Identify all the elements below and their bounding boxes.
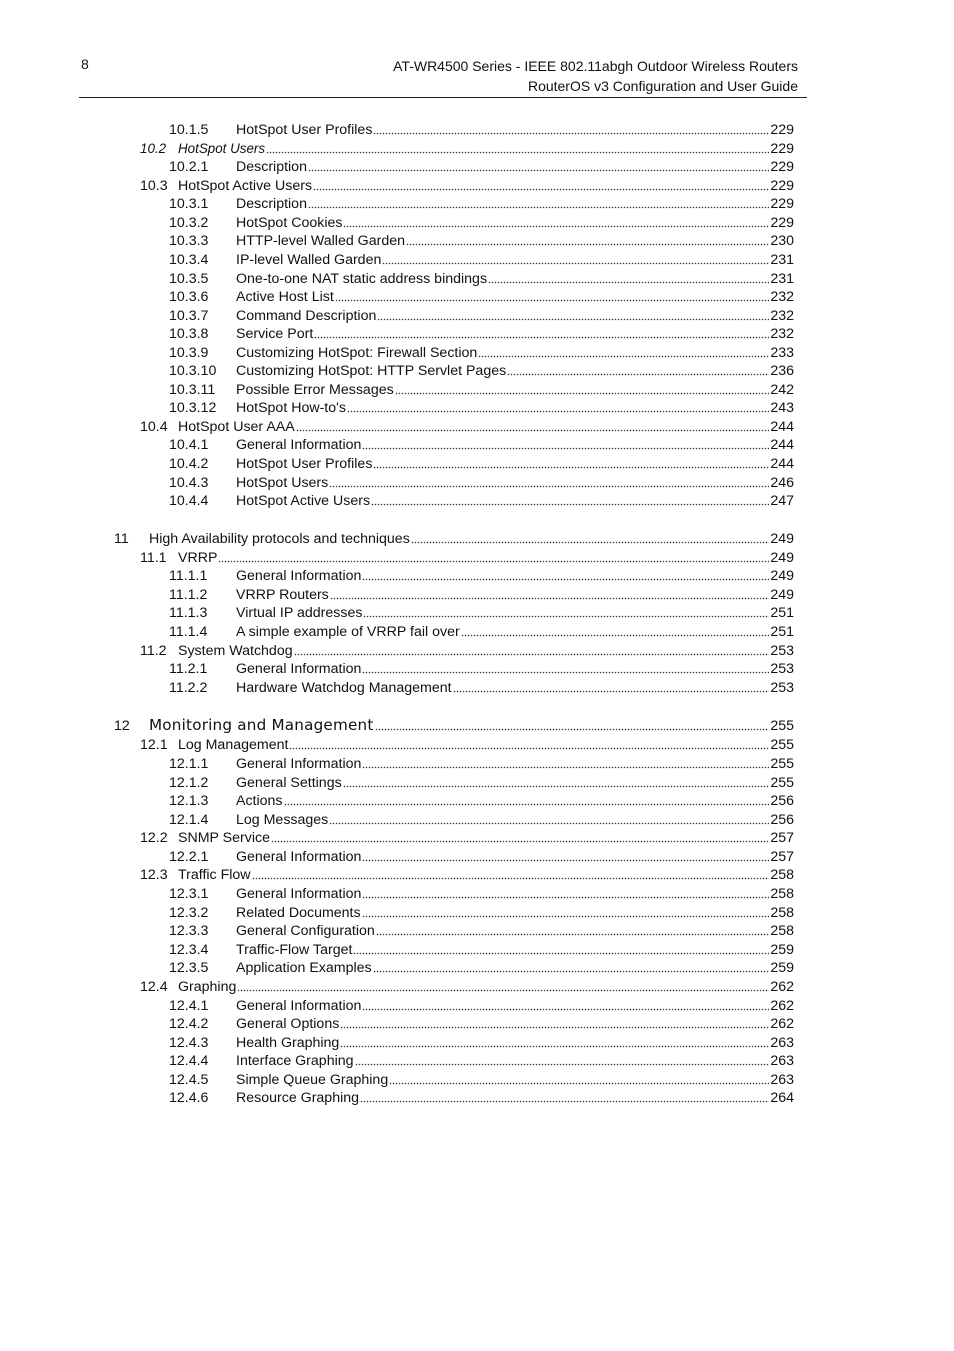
- toc-entry-number: 11.1.3: [169, 605, 208, 621]
- toc-entry-title: IP-level Walled Garden: [236, 252, 382, 268]
- toc-entry-title: General Information: [236, 849, 362, 865]
- toc-entry-title: HotSpot Active Users: [178, 178, 313, 194]
- toc-entry[interactable]: [140, 418, 794, 436]
- toc-entry-number: 10.3.3: [169, 233, 209, 249]
- dot-leader: [362, 850, 769, 862]
- toc-entry[interactable]: [169, 399, 794, 417]
- toc-entry-page: 255: [770, 737, 794, 753]
- toc-entry[interactable]: [169, 997, 794, 1015]
- toc-entry[interactable]: [169, 121, 794, 139]
- toc-entry[interactable]: [169, 567, 794, 585]
- toc-entry-number: 10.2.1: [169, 159, 209, 175]
- toc-entry-number: 11.1: [140, 550, 167, 566]
- toc-entry[interactable]: [169, 885, 794, 903]
- toc-entry-title: Resource Graphing: [236, 1090, 360, 1106]
- toc-entry-title: HotSpot User Profiles: [236, 122, 373, 138]
- toc-entry-page: 263: [770, 1072, 794, 1088]
- toc-entry-number: 12.4.4: [169, 1053, 209, 1069]
- dot-leader: [237, 980, 769, 992]
- toc-entry[interactable]: [114, 530, 794, 548]
- toc-entry-number: 10.4.1: [169, 437, 209, 453]
- toc-entry-page: 262: [770, 1016, 794, 1032]
- toc-entry-title: Traffic Flow: [178, 867, 251, 883]
- toc-entry[interactable]: [169, 251, 794, 269]
- toc-entry-number: 10.3.6: [169, 289, 209, 305]
- dot-leader: [375, 719, 770, 731]
- toc-entry-page: 246: [770, 475, 794, 491]
- dot-leader: [373, 123, 769, 135]
- dot-leader: [353, 943, 769, 955]
- toc-entry-page: 251: [770, 624, 794, 640]
- toc-entry-title: Description: [236, 196, 307, 212]
- toc-entry[interactable]: [169, 381, 794, 399]
- toc-entry-number: 10.4.4: [169, 493, 209, 509]
- dot-leader: [488, 272, 769, 284]
- toc-entry-page: 232: [770, 289, 794, 305]
- toc-entry-title: HotSpot Active Users: [236, 493, 371, 509]
- toc-entry[interactable]: [169, 774, 794, 792]
- toc-entry-number: 12.4.1: [169, 998, 209, 1014]
- toc-entry[interactable]: [169, 436, 794, 454]
- toc-entry-page: 249: [770, 587, 794, 603]
- dot-leader: [284, 794, 770, 806]
- toc-entry[interactable]: [169, 792, 794, 810]
- dot-leader: [343, 776, 770, 788]
- toc-entry-page: 262: [770, 979, 794, 995]
- toc-entry-number: 12: [114, 718, 130, 734]
- toc-entry-number: 12.1.4: [169, 812, 209, 828]
- toc-entry-title: One-to-one NAT static address bindings: [236, 271, 488, 287]
- dot-leader: [373, 457, 769, 469]
- toc-entry-page: 258: [770, 923, 794, 939]
- toc-entry-page: 231: [770, 252, 794, 268]
- dot-leader: [252, 868, 770, 880]
- toc-entry[interactable]: [169, 922, 794, 940]
- toc-entry-title: Related Documents: [236, 905, 361, 921]
- toc-entry-title: General Configuration: [236, 923, 375, 939]
- toc-entry-title: Active Host List: [236, 289, 334, 305]
- toc-entry-title: Health Graphing: [236, 1035, 340, 1051]
- dot-leader: [343, 216, 769, 228]
- toc-entry[interactable]: [169, 270, 794, 288]
- toc-entry-page: 256: [770, 812, 794, 828]
- toc-entry-page: 229: [770, 159, 794, 175]
- toc-entry-page: 255: [770, 718, 794, 734]
- dot-leader: [308, 160, 769, 172]
- toc-entry-title: Hardware Watchdog Management: [236, 680, 452, 696]
- dot-leader: [340, 1036, 769, 1048]
- toc-entry-title: Service Port: [236, 326, 314, 342]
- toc-entry-title: VRRP Routers: [236, 587, 329, 603]
- toc-entry-page: 232: [770, 308, 794, 324]
- dot-leader: [411, 532, 770, 544]
- dot-leader: [453, 681, 770, 693]
- toc-entry-page: 253: [770, 680, 794, 696]
- toc-entry-page: 251: [770, 605, 794, 621]
- toc-entry-number: 12.1.1: [169, 756, 209, 772]
- toc-entry-title: Graphing: [178, 979, 237, 995]
- dot-leader: [271, 831, 769, 843]
- toc-entry-number: 10.3.5: [169, 271, 209, 287]
- toc-entry-page: 249: [770, 531, 794, 547]
- dot-leader: [347, 401, 769, 413]
- dot-leader: [478, 346, 769, 358]
- toc-entry-title: HotSpot Users: [178, 141, 266, 156]
- toc-entry-title: HotSpot Cookies: [236, 215, 343, 231]
- toc-entry[interactable]: [169, 195, 794, 213]
- toc-entry[interactable]: [140, 866, 794, 884]
- toc-entry-number: 10.3: [140, 178, 168, 194]
- toc-entry-number: 12.4.2: [169, 1016, 209, 1032]
- toc-entry-page: 258: [770, 886, 794, 902]
- toc-entry-title: HotSpot User Profiles: [236, 456, 373, 472]
- toc-entry[interactable]: [140, 177, 794, 195]
- toc-entry[interactable]: [140, 978, 794, 996]
- toc-entry-title: General Information: [236, 886, 362, 902]
- toc-entry-number: 12.3.4: [169, 942, 209, 958]
- toc-entry-page: 255: [770, 756, 794, 772]
- toc-entry-number: 12.4.5: [169, 1072, 209, 1088]
- toc-entry[interactable]: [169, 1015, 794, 1033]
- toc-entry-number: 10.3.11: [169, 382, 216, 398]
- toc-entry[interactable]: [169, 1071, 794, 1089]
- toc-entry-title: Simple Queue Graphing: [236, 1072, 389, 1088]
- toc-entry-title: HotSpot How-to's: [236, 400, 346, 416]
- toc-entry[interactable]: [169, 623, 794, 641]
- toc-entry-page: 229: [770, 141, 794, 157]
- toc-entry-page: 258: [770, 905, 794, 921]
- toc-entry-page: 231: [770, 271, 794, 287]
- toc-entry-title: General Options: [236, 1016, 340, 1032]
- toc-entry-page: 259: [770, 960, 794, 976]
- toc-entry-number: 12.3: [140, 867, 168, 883]
- toc-entry-page: 249: [770, 550, 794, 566]
- toc-entry-number: 12.3.3: [169, 923, 209, 939]
- toc-entry[interactable]: [169, 941, 794, 959]
- toc-entry-title: HTTP-level Walled Garden: [236, 233, 405, 249]
- toc-entry[interactable]: [169, 811, 794, 829]
- dot-leader: [461, 625, 770, 637]
- toc-entry[interactable]: [169, 344, 794, 362]
- toc-entry-title: Log Messages: [236, 812, 329, 828]
- toc-entry-page: 244: [770, 456, 794, 472]
- toc-entry-page: 253: [770, 643, 794, 659]
- toc-entry-number: 11.1.1: [169, 568, 208, 584]
- dot-leader: [389, 1073, 769, 1085]
- toc-entry-number: 11.1.2: [169, 587, 208, 603]
- toc-entry-number: 12.3.1: [169, 886, 209, 902]
- dot-leader: [340, 1017, 769, 1029]
- toc-entry[interactable]: [169, 755, 794, 773]
- toc-entry-page: 236: [770, 363, 794, 379]
- toc-entry-number: 11.2: [140, 643, 167, 659]
- toc-entry-title: General Information: [236, 437, 362, 453]
- toc-entry-number: 10.3.1: [169, 196, 209, 212]
- dot-leader: [363, 606, 769, 618]
- dot-leader: [395, 383, 770, 395]
- toc-entry[interactable]: [140, 140, 794, 158]
- toc-entry[interactable]: [169, 288, 794, 306]
- toc-entry-title: Customizing HotSpot: Firewall Section: [236, 345, 478, 361]
- toc-entry-number: 10.3.9: [169, 345, 209, 361]
- toc-entry-page: 256: [770, 793, 794, 809]
- toc-entry-number: 10.3.8: [169, 326, 209, 342]
- toc-entry[interactable]: [169, 679, 794, 697]
- toc-entry-title: VRRP: [178, 550, 218, 566]
- toc-entry-title: HotSpot User AAA: [178, 419, 295, 435]
- toc-entry[interactable]: [169, 1034, 794, 1052]
- dot-leader: [382, 253, 769, 265]
- toc-entry-number: 10.1.5: [169, 122, 209, 138]
- toc-entry-number: 12.2: [140, 830, 168, 846]
- toc-entry-number: 10.3.4: [169, 252, 209, 268]
- toc-entry-number: 11.2.1: [169, 661, 208, 677]
- dot-leader: [308, 197, 769, 209]
- dot-leader: [373, 961, 770, 973]
- toc-entry-number: 12.2.1: [169, 849, 209, 865]
- toc-entry-page: 255: [770, 775, 794, 791]
- toc-entry[interactable]: [169, 1089, 794, 1107]
- toc-entry[interactable]: [169, 660, 794, 678]
- toc-entry-title: HotSpot Users: [236, 475, 329, 491]
- dot-leader: [329, 813, 769, 825]
- toc-entry-number: 10.4.2: [169, 456, 209, 472]
- toc-entry-page: 242: [770, 382, 794, 398]
- toc-entry-number: 11.2.2: [169, 680, 208, 696]
- toc-entry-page: 263: [770, 1035, 794, 1051]
- toc-entry-page: 259: [770, 942, 794, 958]
- toc-entry[interactable]: [169, 455, 794, 473]
- toc-entry-title: General Information: [236, 568, 362, 584]
- toc-entry-title: High Availability protocols and techniques: [149, 531, 410, 547]
- toc-entry[interactable]: [140, 642, 794, 660]
- page-number: 8: [81, 56, 89, 72]
- toc-entry-number: 10.3.2: [169, 215, 209, 231]
- toc-entry[interactable]: [114, 716, 794, 735]
- toc-entry-number: 12.1.3: [169, 793, 209, 809]
- toc-entry-title: Actions: [236, 793, 283, 809]
- toc-entry-title: A simple example of VRRP fail over: [236, 624, 460, 640]
- dot-leader: [330, 588, 770, 600]
- dot-leader: [362, 438, 769, 450]
- toc-entry-title: Description: [236, 159, 307, 175]
- dot-leader: [335, 290, 770, 302]
- toc-entry-number: 10.2: [140, 141, 167, 156]
- dot-leader: [371, 494, 769, 506]
- toc-entry-title: Interface Graphing: [236, 1053, 354, 1069]
- toc-entry-number: 11: [114, 531, 129, 547]
- toc-entry[interactable]: [140, 829, 794, 847]
- dot-leader: [355, 1054, 770, 1066]
- toc-entry-title: General Information: [236, 661, 362, 677]
- toc-entry-title: System Watchdog: [178, 643, 293, 659]
- toc-entry[interactable]: [169, 586, 794, 604]
- toc-entry-page: 264: [770, 1090, 794, 1106]
- toc-entry-title: Virtual IP addresses: [236, 605, 363, 621]
- dot-leader: [362, 662, 769, 674]
- toc-entry-page: 233: [770, 345, 794, 361]
- dot-leader: [296, 420, 770, 432]
- toc-entry-title: Possible Error Messages: [236, 382, 394, 398]
- toc-entry[interactable]: [169, 325, 794, 343]
- toc-entry-number: 12.4.3: [169, 1035, 209, 1051]
- dot-leader: [362, 569, 769, 581]
- toc-entry-number: 12.3.5: [169, 960, 209, 976]
- toc-entry-title: General Information: [236, 756, 362, 772]
- toc-entry[interactable]: [169, 232, 794, 250]
- dot-leader: [362, 757, 769, 769]
- toc-entry-page: 229: [770, 215, 794, 231]
- toc-entry-page: 244: [770, 437, 794, 453]
- toc-entry-number: 10.4: [140, 419, 168, 435]
- toc-entry-number: 10.3.12: [169, 400, 217, 416]
- toc-entry-title: Application Examples: [236, 960, 372, 976]
- toc-entry[interactable]: [169, 214, 794, 232]
- dot-leader: [294, 644, 770, 656]
- dot-leader: [360, 1091, 769, 1103]
- dot-leader: [218, 551, 769, 563]
- dot-leader: [406, 234, 769, 246]
- toc-entry-page: 229: [770, 122, 794, 138]
- toc-entry[interactable]: [169, 362, 794, 380]
- toc-entry-title: Customizing HotSpot: HTTP Servlet Pages: [236, 363, 507, 379]
- toc-entry[interactable]: [169, 604, 794, 622]
- toc-entry-title: General Information: [236, 998, 362, 1014]
- toc-entry[interactable]: [169, 848, 794, 866]
- dot-leader: [289, 738, 769, 750]
- toc-entry-number: 10.4.3: [169, 475, 209, 491]
- dot-leader: [377, 309, 769, 321]
- toc-entry-number: 12.1: [140, 737, 168, 753]
- toc-entry-page: 229: [770, 178, 794, 194]
- toc-entry-title: Command Description: [236, 308, 377, 324]
- toc-entry-number: 10.3.7: [169, 308, 209, 324]
- toc-entry[interactable]: [169, 492, 794, 510]
- toc-entry-title: Monitoring and Management: [149, 716, 374, 734]
- dot-leader: [314, 327, 769, 339]
- toc-entry-page: 262: [770, 998, 794, 1014]
- toc-entry[interactable]: [169, 959, 794, 977]
- toc-entry-page: 257: [770, 830, 794, 846]
- dot-leader: [362, 906, 770, 918]
- dot-leader: [507, 364, 769, 376]
- toc-entry[interactable]: [140, 736, 794, 754]
- dot-leader: [266, 142, 769, 154]
- toc-entry-number: 12.3.2: [169, 905, 209, 921]
- toc-entry[interactable]: [169, 158, 794, 176]
- toc-entry-number: 10.3.10: [169, 363, 217, 379]
- document-title-line-1: AT-WR4500 Series - IEEE 802.11abgh Outdoor Wireless Routers: [393, 58, 798, 74]
- dot-leader: [376, 924, 770, 936]
- toc-entry-number: 12.4: [140, 979, 168, 995]
- toc-entry-title: Traffic-Flow Target: [236, 942, 353, 958]
- toc-entry-page: 230: [770, 233, 794, 249]
- toc-entry-page: 247: [770, 493, 794, 509]
- dot-leader: [362, 887, 769, 899]
- dot-leader: [313, 179, 769, 191]
- toc-entry-page: 249: [770, 568, 794, 584]
- toc-entry-page: 244: [770, 419, 794, 435]
- toc-entry[interactable]: [169, 307, 794, 325]
- toc-entry-title: General Settings: [236, 775, 342, 791]
- toc-entry-number: 12.4.6: [169, 1090, 209, 1106]
- toc-entry[interactable]: [169, 1052, 794, 1070]
- toc-entry-page: 243: [770, 400, 794, 416]
- dot-leader: [362, 999, 769, 1011]
- document-title-line-2: RouterOS v3 Configuration and User Guide: [527, 78, 798, 94]
- toc-entry-page: 253: [770, 661, 794, 677]
- toc-entry[interactable]: [140, 549, 794, 567]
- toc-entry-title: Log Management: [178, 737, 289, 753]
- toc-entry-page: 258: [770, 867, 794, 883]
- toc-entry-page: 257: [770, 849, 794, 865]
- toc-entry-number: 11.1.4: [169, 624, 208, 640]
- toc-entry-page: 263: [770, 1053, 794, 1069]
- toc-entry-title: SNMP Service: [178, 830, 270, 846]
- toc-entry[interactable]: [169, 904, 794, 922]
- toc-entry[interactable]: [169, 474, 794, 492]
- toc-entry-page: 232: [770, 326, 794, 342]
- dot-leader: [329, 476, 769, 488]
- toc-entry-number: 12.1.2: [169, 775, 209, 791]
- toc-entry-page: 229: [770, 196, 794, 212]
